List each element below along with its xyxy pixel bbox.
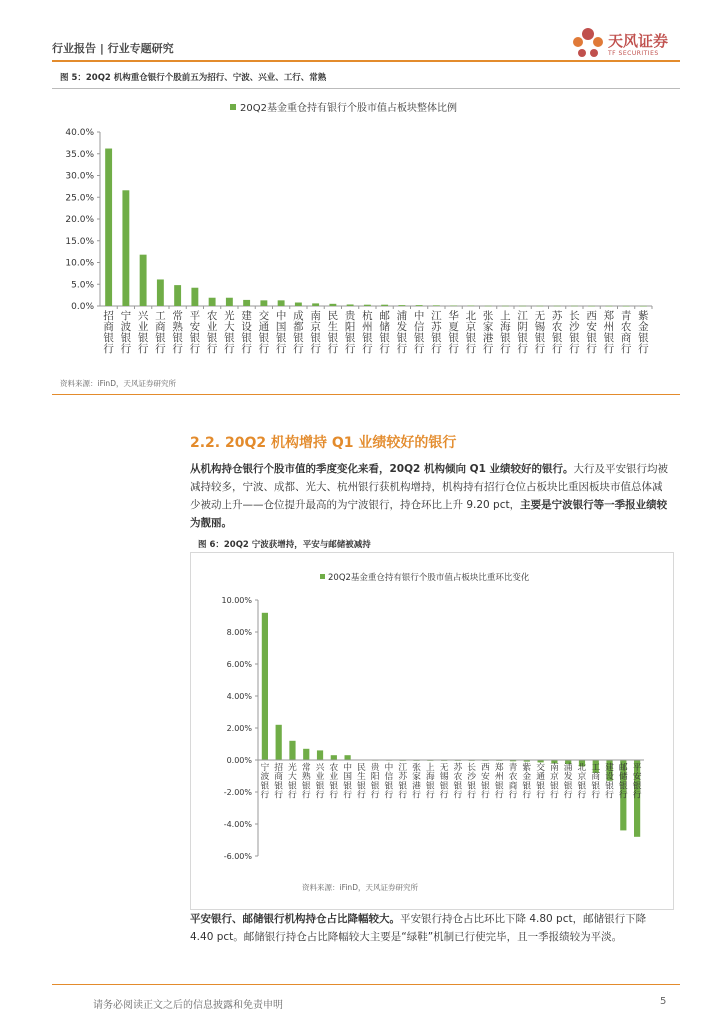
brand-name-en: TF SECURITIES (608, 50, 659, 57)
footer-disclaimer: 请务必阅读正文之后的信息披露和免责申明 (93, 1000, 283, 1011)
y-tick-label: -4.00% (223, 820, 252, 829)
figure6-caption: 图 6：20Q2 宁波获增持，平安与邮储被减持 (198, 540, 371, 550)
bar-成都银行 (295, 303, 302, 306)
y-tick-label: 6.00% (226, 660, 252, 669)
bar-杭州银行 (364, 305, 371, 306)
x-tick-label: 长沙银行 (569, 310, 580, 356)
x-tick-label: 工商银行 (155, 310, 166, 356)
x-tick-label: 南京银行 (549, 763, 559, 801)
x-tick-label: 上海银行 (425, 763, 435, 801)
x-tick-label: 贵阳银行 (344, 310, 356, 356)
bar-张家港行 (485, 306, 492, 307)
bar-中国银行 (278, 300, 285, 306)
bar-建设银行 (243, 300, 250, 306)
bar-江阴银行 (519, 306, 526, 307)
x-tick-label: 常熟银行 (172, 310, 183, 356)
section-title: 2.2. 20Q2 机构增持 Q1 业绩较好的银行 (190, 435, 457, 451)
y-tick-label: 2.00% (226, 724, 252, 733)
bar-兴业银行 (140, 255, 147, 306)
x-tick-label: 江阴银行 (517, 310, 528, 356)
x-tick-label: 邮储银行 (618, 763, 628, 801)
legend-swatch (230, 104, 236, 110)
x-tick-label: 邮储银行 (379, 310, 390, 356)
bar-苏农银行 (554, 306, 561, 307)
y-tick-label: 0.00% (226, 756, 252, 765)
bar-江苏银行 (433, 305, 440, 306)
bar-邮储银行 (381, 305, 388, 306)
x-tick-label: 南京银行 (310, 310, 321, 356)
y-tick-label: -6.00% (223, 852, 252, 861)
x-tick-label: 民生银行 (356, 763, 366, 801)
x-tick-label: 光大银行 (288, 763, 297, 801)
figure5-rule (52, 88, 680, 89)
x-tick-label: 无锡银行 (534, 310, 546, 356)
x-tick-label: 中国银行 (275, 310, 287, 356)
bar-西安银行 (588, 306, 595, 307)
x-tick-label: 紫金银行 (638, 310, 649, 356)
x-tick-label: 张家港行 (412, 763, 421, 801)
x-tick-label: 工商银行 (591, 763, 601, 801)
bar-宁波银行 (122, 190, 129, 306)
x-tick-label: 农业银行 (206, 310, 218, 356)
x-tick-label: 长沙银行 (467, 763, 477, 801)
x-tick-label: 浦发银行 (563, 763, 573, 801)
x-tick-label: 建设银行 (241, 310, 252, 356)
figure5-chart (52, 92, 672, 372)
x-tick-label: 平安银行 (632, 763, 642, 801)
x-tick-label: 青农商行 (508, 763, 518, 801)
y-tick-label: 10.0% (65, 258, 94, 269)
footer-rule (52, 984, 680, 985)
bar-兴业银行 (317, 750, 323, 760)
x-tick-label: 西安银行 (481, 763, 490, 801)
x-tick-label: 兴业银行 (315, 763, 325, 801)
x-tick-label: 中信银行 (413, 310, 425, 356)
bar-北京银行 (467, 306, 474, 307)
bar-农业银行 (331, 755, 337, 760)
x-tick-label: 张家港行 (482, 310, 494, 356)
para-text-1: 大行及平安银行均被减持较多，宁波、成都、光大、杭州银行获机构增持，机构持有招行仓位占板块比重因板块市值总体减少被动上升——仓位提升最高的为宁波银行，持仓环比上升 9.20 pct， (190, 463, 669, 511)
bar-常熟银行 (174, 285, 181, 306)
bar-招商银行 (105, 149, 112, 306)
x-tick-label: 农业银行 (329, 763, 339, 801)
figure5-caption: 图 5：20Q2 机构重仓银行个股前五为招行、宁波、兴业、工行、常熟 (60, 73, 327, 83)
bar-中信银行 (416, 305, 423, 306)
y-tick-label: 35.0% (65, 149, 94, 160)
bar-民生银行 (329, 304, 336, 306)
x-tick-label: 郑州银行 (603, 310, 615, 356)
x-tick-label: 中信银行 (384, 763, 394, 801)
x-tick-label: 郑州银行 (494, 763, 504, 801)
bar-郑州银行 (605, 306, 612, 307)
x-tick-label: 江苏银行 (398, 763, 408, 801)
x-tick-label: 平安银行 (189, 310, 201, 356)
figure6-source: 资料来源：iFinD，天风证券研究所 (302, 883, 418, 892)
bar-招商银行 (276, 725, 282, 760)
y-tick-label: -2.00% (223, 788, 252, 797)
bar-农业银行 (209, 298, 216, 306)
y-tick-label: 0.0% (71, 302, 94, 312)
x-tick-label: 宁波银行 (120, 310, 132, 356)
page-number: 5 (660, 996, 667, 1007)
x-tick-label: 招商银行 (103, 310, 114, 356)
x-tick-label: 杭州银行 (362, 310, 373, 356)
x-tick-label: 苏农银行 (453, 763, 463, 801)
x-tick-label: 成都银行 (293, 310, 304, 356)
section-paragraph (190, 460, 672, 532)
x-tick-label: 西安银行 (586, 310, 597, 356)
bar-华夏银行 (450, 306, 457, 307)
bar-交通银行 (260, 300, 267, 306)
bar-上海银行 (502, 306, 509, 307)
legend-label: 20Q2基金重仓持有银行个股市值占板块比重环比变化 (328, 573, 530, 583)
y-tick-label: 15.0% (65, 236, 94, 247)
x-tick-label: 交通银行 (536, 763, 546, 801)
y-tick-label: 25.0% (65, 193, 94, 204)
logo-flower-icon (568, 22, 608, 62)
x-tick-label: 苏农银行 (551, 310, 563, 356)
report-header: 行业报告 | 行业专题研究 (52, 42, 174, 55)
figure6-chart (196, 560, 666, 870)
figure5-bottom-rule (52, 394, 680, 395)
x-tick-label: 中国银行 (343, 763, 353, 801)
y-tick-label: 8.00% (226, 628, 252, 637)
brand-name: 天风证券 (608, 32, 669, 50)
bar-无锡银行 (536, 306, 543, 307)
y-tick-label: 30.0% (65, 171, 94, 182)
legend-label: 20Q2基金重仓持有银行个股市值占板块整体比例 (240, 103, 457, 114)
x-tick-label: 浦发银行 (396, 310, 408, 356)
x-tick-label: 江苏银行 (431, 310, 442, 356)
x-tick-label: 招商银行 (274, 763, 284, 801)
header-rule (52, 60, 680, 62)
y-tick-label: 4.00% (226, 692, 252, 701)
y-tick-label: 40.0% (65, 128, 94, 138)
x-tick-label: 北京银行 (465, 310, 477, 356)
y-tick-label: 20.0% (65, 215, 94, 225)
x-tick-label: 无锡银行 (439, 763, 449, 801)
x-tick-label: 交通银行 (258, 310, 270, 356)
x-tick-label: 光大银行 (224, 310, 235, 356)
bar-宁波银行 (262, 613, 268, 760)
y-tick-label: 10.00% (221, 596, 252, 605)
x-tick-label: 北京银行 (577, 763, 587, 801)
x-tick-label: 上海银行 (500, 310, 511, 356)
bar-工商银行 (157, 279, 164, 306)
x-tick-label: 华夏银行 (448, 310, 459, 356)
para-bold-1: 从机构持仓银行个股市值的季度变化来看，20Q2 机构倾向 Q1 业绩较好的银行。 (190, 463, 574, 475)
bar-光大银行 (289, 741, 295, 760)
bar-长沙银行 (571, 306, 578, 307)
x-tick-label: 兴业银行 (137, 310, 149, 356)
figure5-source: 资料来源：iFinD，天风证券研究所 (60, 379, 176, 388)
x-tick-label: 民生银行 (327, 310, 339, 356)
x-tick-label: 常熟银行 (301, 763, 311, 801)
x-tick-label: 贵阳银行 (370, 763, 380, 801)
x-tick-label: 青农商行 (620, 310, 632, 356)
bar-常熟银行 (303, 749, 309, 760)
y-tick-label: 5.0% (71, 280, 94, 291)
x-tick-label: 建设银行 (605, 763, 614, 801)
bar-青农商行 (623, 306, 630, 307)
bar-平安银行 (191, 288, 198, 306)
bar-浦发银行 (398, 305, 405, 306)
para2-text: 平安银行持仓占比环比下降 4.80 pct，邮储银行下降 4.40 pct。邮储银行持仓占比降幅较大主要是“绿鞋”机制已行使完毕，且一季报绩较为平淡。 (190, 913, 647, 943)
para-bold-2: 主要是宁波银行等一季报业绩较为靓丽。 (190, 499, 668, 529)
bar-光大银行 (226, 298, 233, 306)
bar-紫金银行 (640, 306, 647, 307)
x-tick-label: 宁波银行 (260, 763, 270, 801)
bar-中国银行 (345, 755, 351, 760)
para2-bold: 平安银行、邮储银行机构持仓占比降幅较大。 (190, 913, 400, 925)
legend-swatch (320, 574, 325, 579)
bar-贵阳银行 (347, 304, 354, 306)
paragraph-2 (190, 910, 672, 946)
bar-南京银行 (312, 303, 319, 306)
x-tick-label: 紫金银行 (522, 763, 532, 801)
